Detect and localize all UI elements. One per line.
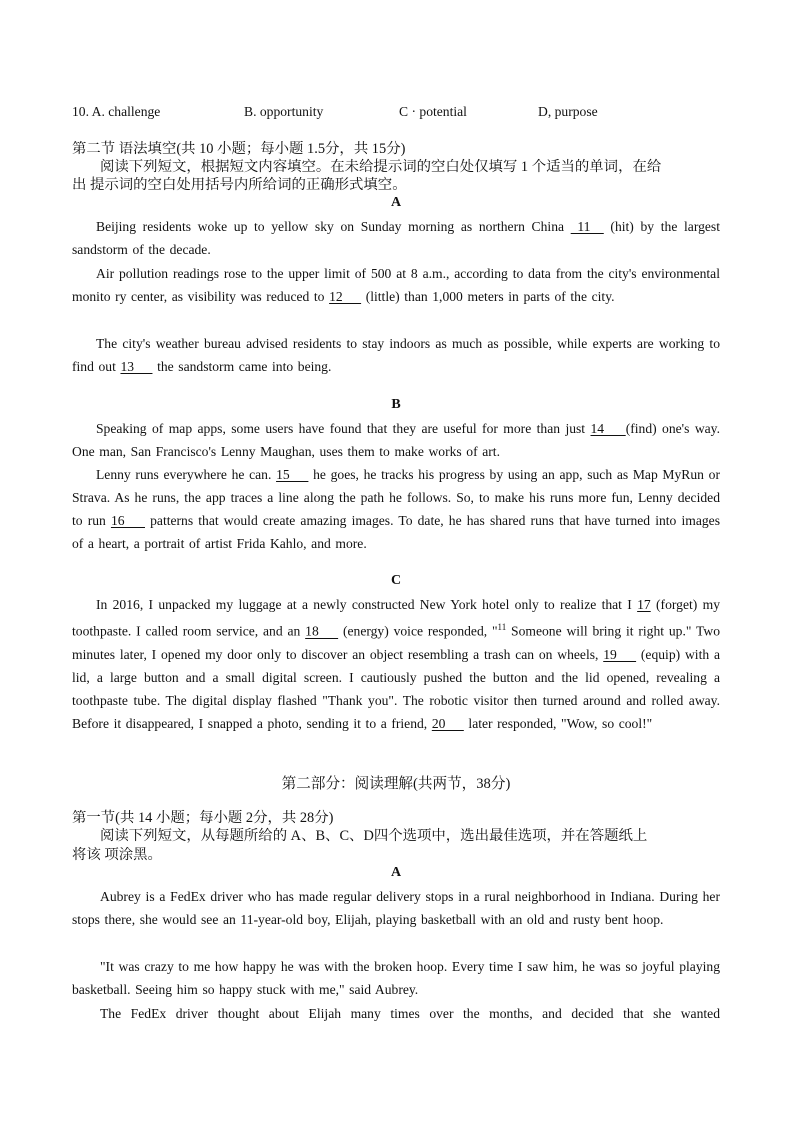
passage-b-paragraph-2 (72, 463, 720, 555)
passage-a-paragraph-3 (72, 332, 720, 378)
text: Air pollution readings rose to the upper limit of 500 at 8 a.m., according to data from the city's environmental monito ry center, as visibility was reduced to (72, 266, 720, 305)
reading-a-paragraph-2: "It was crazy to me how happy he was with the broken hoop. Every time I saw him, he was so joyful playing basketball. Seeing him so happy stuck with me," said Aubrey. (72, 959, 720, 998)
blank-14[interactable]: 14 (590, 421, 626, 436)
option-a: 10. A. challenge (72, 104, 161, 119)
text: (energy) voice responded, " (338, 623, 498, 639)
text: (forget) my toothpaste. I called room service, and an (72, 597, 720, 639)
text: (equip) with a lid, a large button and a small digital screen. I cautiously pushed the button and the lid opened, revealing a toothpaste tube. The digital display flashed "Thank you". The robotic visitor then turned around and rolled away. Before it disappeared, I snapped a photo, sending it to a friend, (72, 646, 720, 731)
blank-12[interactable]: 12 (329, 289, 362, 305)
reading-a-paragraph-3: The FedEx driver thought about Elijah many times over the months, and decided that she wanted (100, 1006, 720, 1021)
text: Someone will bring it right up." Two minutes later, I opened my door only to discover an object resembling a trash can on wheels, (72, 623, 720, 662)
passage-a-paragraph-1 (72, 215, 720, 261)
blank-20[interactable]: 20 (431, 716, 464, 731)
text: patterns that would create amazing images. To date, he has shared runs that have turned into images of a heart, a portrait of artist Frida Kahlo, and more. (72, 513, 720, 552)
blank-16[interactable]: 16 (110, 513, 145, 529)
text: (hit) by the largest sandstorm of the decade. (72, 219, 720, 258)
text: he goes, he tracks his progress by using an app, such as Map MyRun or Strava. As he runs, the app traces a line along the path he follows. So, to make his runs more fun, Lenny decided to run (72, 467, 720, 529)
text: Lenny runs everywhere he can. (96, 467, 277, 482)
text: later responded, "Wow, so cool!" (463, 716, 653, 731)
passage-b-paragraph-1 (72, 417, 720, 463)
option-d: D, purpose (538, 104, 598, 119)
passage-c-paragraph-1 (72, 593, 720, 735)
text: the sandstorm came into being. (152, 359, 332, 375)
blank-11[interactable]: 11 (570, 219, 604, 234)
passage-letter-b: B (391, 397, 401, 412)
text: Beijing residents woke up to yellow sky on Sunday morning as northern China (96, 219, 571, 234)
section-instruction-line1: 阅读下列短文，根据短文内容填空。在未给提示词的空白处仅填写 1 个适当的单词，在给 (100, 159, 662, 175)
blank-19[interactable]: 19 (603, 646, 637, 662)
passage-letter-c: C (390, 573, 402, 588)
superscript-mark: 11 (497, 622, 507, 633)
text: (little) than 1,000 meters in parts of the city. (361, 289, 615, 305)
reading-a-paragraph-1: Aubrey is a FedEx driver who has made regular delivery stops in a rural neighborhood in Indiana. During her stops there, she would see an 11-year-old boy, Elijah, playing basketball with an old and rusty bent hoop. (72, 889, 720, 928)
option-c: C · potential (399, 104, 467, 119)
passage-letter-a: A (390, 195, 402, 210)
passage-a-paragraph-2 (72, 262, 720, 308)
text: Speaking of map apps, some users have found that they are useful for more than just (96, 421, 591, 436)
section-heading: 第二节 语法填空(共 10 小题；每小题 1.5分，共 15分) (72, 141, 406, 157)
reading-letter-a: A (390, 865, 402, 880)
part-instruction-line2: 将该 项涂黑。 (72, 847, 162, 863)
blank-15[interactable]: 15 (276, 467, 309, 482)
text: In 2016, I unpacked my luggage at a newly constructed New York hotel only to realize that I (96, 597, 638, 612)
blank-17[interactable]: 17 (637, 597, 651, 612)
part-instruction-line1: 阅读下列短文，从每题所给的 A、B、C、D四个选项中，选出最佳选项，并在答题纸上 (100, 828, 648, 844)
part-heading: 第一节(共 14 小题；每小题 2分，共 28分) (72, 810, 334, 826)
blank-18[interactable]: 18 (305, 623, 339, 639)
section-instruction-line2: 出 提示词的空白处用括号内所给词的正确形式填空。 (72, 177, 407, 193)
option-b: B. opportunity (244, 104, 324, 119)
blank-13[interactable]: 13 (120, 359, 153, 375)
part-title: 第二部分：阅读理解(共两节，38分) (281, 776, 511, 792)
question-10-options (72, 104, 720, 124)
text: The city's weather bureau advised residents to stay indoors as much as possible, while experts are working to find out (72, 336, 720, 375)
text: (find) one's way. One man, San Francisco's Lenny Maughan, uses them to make works of art. (72, 421, 720, 460)
